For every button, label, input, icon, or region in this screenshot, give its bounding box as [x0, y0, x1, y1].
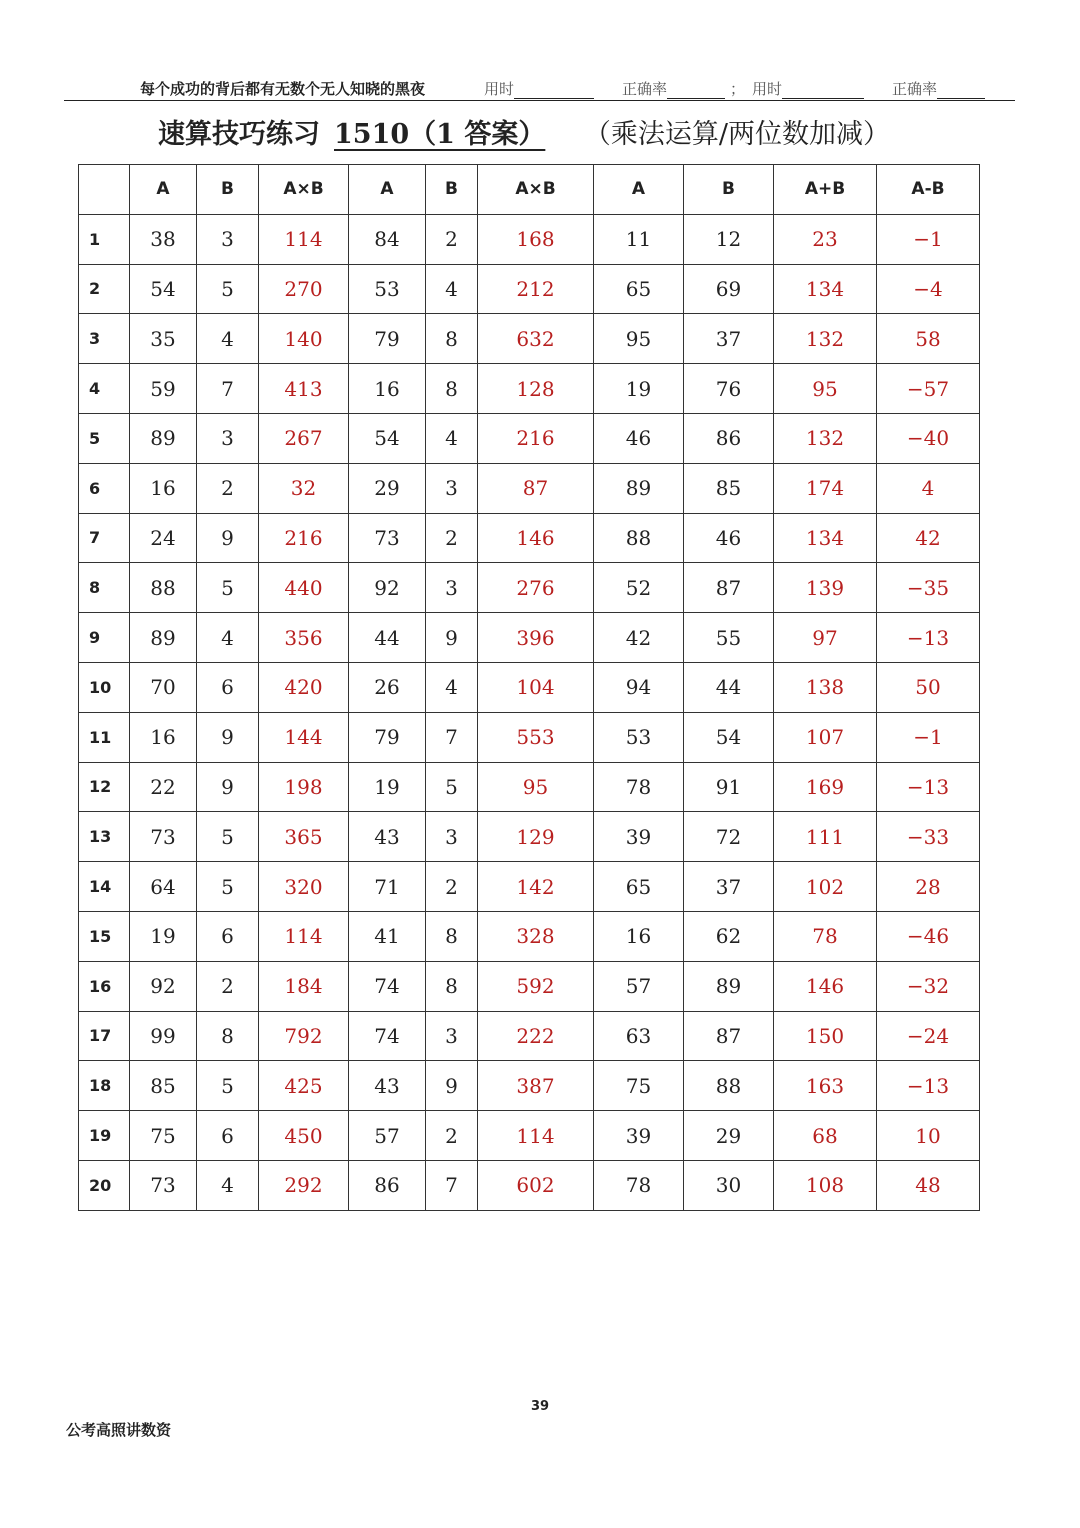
operand-cell: 57 [349, 1111, 426, 1161]
answer-cell: 114 [259, 911, 349, 961]
answer-cell: 276 [478, 563, 594, 613]
table-row [79, 1011, 980, 1061]
operand-cell: 53 [594, 712, 684, 762]
row-index: 9 [79, 613, 130, 663]
operand-cell: 59 [130, 364, 197, 414]
operand-cell: 79 [349, 712, 426, 762]
operand-cell: 78 [594, 762, 684, 812]
operand-cell: 41 [349, 911, 426, 961]
answer-cell: −57 [877, 364, 980, 414]
answer-cell: 174 [774, 463, 877, 513]
answer-cell: 216 [478, 413, 594, 463]
table-row [79, 613, 980, 663]
column-header: A+B [774, 165, 877, 215]
table-row [79, 1061, 980, 1111]
answer-cell: 184 [259, 961, 349, 1011]
answer-cell: 114 [259, 214, 349, 264]
operand-cell: 4 [197, 1160, 259, 1210]
operand-cell: 2 [426, 1111, 478, 1161]
answer-cell: 216 [259, 513, 349, 563]
operand-cell: 19 [130, 911, 197, 961]
operand-cell: 5 [426, 762, 478, 812]
column-header: B [684, 165, 774, 215]
answer-cell: 87 [478, 463, 594, 513]
answer-cell: −13 [877, 613, 980, 663]
row-index: 7 [79, 513, 130, 563]
answer-cell: 132 [774, 314, 877, 364]
row-index: 3 [79, 314, 130, 364]
accuracy-blank-2 [937, 84, 985, 99]
operand-cell: 73 [130, 1160, 197, 1210]
row-index: 10 [79, 662, 130, 712]
answer-cell: −35 [877, 563, 980, 613]
accuracy-blank-1 [667, 84, 725, 99]
operand-cell: 2 [197, 463, 259, 513]
answer-cell: 146 [774, 961, 877, 1011]
operand-cell: 43 [349, 1061, 426, 1111]
column-header: A-B [877, 165, 980, 215]
operand-cell: 5 [197, 1061, 259, 1111]
answer-cell: 169 [774, 762, 877, 812]
operand-cell: 9 [197, 513, 259, 563]
answer-cell: 142 [478, 862, 594, 912]
operand-cell: 89 [130, 413, 197, 463]
operand-cell: 73 [130, 812, 197, 862]
operand-cell: 64 [130, 862, 197, 912]
operand-cell: 4 [426, 662, 478, 712]
operand-cell: 2 [197, 961, 259, 1011]
operand-cell: 73 [349, 513, 426, 563]
answer-cell: −13 [877, 1061, 980, 1111]
answer-cell: 420 [259, 662, 349, 712]
operand-cell: 7 [426, 1160, 478, 1210]
operand-cell: 8 [426, 314, 478, 364]
operand-cell: 71 [349, 862, 426, 912]
operand-cell: 16 [594, 911, 684, 961]
operand-cell: 70 [130, 662, 197, 712]
operand-cell: 9 [197, 712, 259, 762]
operand-cell: 3 [426, 563, 478, 613]
operand-cell: 3 [426, 463, 478, 513]
table-row [79, 961, 980, 1011]
operand-cell: 11 [594, 214, 684, 264]
answer-cell: −1 [877, 712, 980, 762]
answer-cell: 440 [259, 563, 349, 613]
row-index: 14 [79, 862, 130, 912]
operand-cell: 62 [684, 911, 774, 961]
answer-cell: 114 [478, 1111, 594, 1161]
operand-cell: 63 [594, 1011, 684, 1061]
operand-cell: 19 [349, 762, 426, 812]
answer-cell: 553 [478, 712, 594, 762]
operand-cell: 4 [197, 314, 259, 364]
operand-cell: 8 [197, 1011, 259, 1061]
operand-cell: 88 [130, 563, 197, 613]
column-header [79, 165, 130, 215]
operand-cell: 24 [130, 513, 197, 563]
answer-cell: 267 [259, 413, 349, 463]
answer-cell: 356 [259, 613, 349, 663]
operand-cell: 86 [684, 413, 774, 463]
operand-cell: 74 [349, 961, 426, 1011]
answer-cell: 222 [478, 1011, 594, 1061]
row-index: 5 [79, 413, 130, 463]
answer-cell: 32 [259, 463, 349, 513]
operand-cell: 92 [130, 961, 197, 1011]
row-index: 12 [79, 762, 130, 812]
operand-cell: 35 [130, 314, 197, 364]
accuracy-label-1: 正确率 [622, 80, 668, 98]
operand-cell: 88 [684, 1061, 774, 1111]
table-row [79, 413, 980, 463]
column-header: A [349, 165, 426, 215]
operand-cell: 87 [684, 563, 774, 613]
operand-cell: 43 [349, 812, 426, 862]
operand-cell: 9 [426, 1061, 478, 1111]
title-main: 速算技巧练习 [158, 119, 320, 150]
operand-cell: 44 [684, 662, 774, 712]
answer-cell: 270 [259, 264, 349, 314]
answer-cell: 139 [774, 563, 877, 613]
answer-cell: −13 [877, 762, 980, 812]
operand-cell: 2 [426, 513, 478, 563]
operand-cell: 30 [684, 1160, 774, 1210]
answer-cell: 328 [478, 911, 594, 961]
operand-cell: 6 [197, 1111, 259, 1161]
operand-cell: 79 [349, 314, 426, 364]
answer-cell: 163 [774, 1061, 877, 1111]
column-header: A [130, 165, 197, 215]
answer-cell: 396 [478, 613, 594, 663]
operand-cell: 44 [349, 613, 426, 663]
operand-cell: 95 [594, 314, 684, 364]
page-title [158, 112, 890, 151]
table-row [79, 314, 980, 364]
answer-cell: 10 [877, 1111, 980, 1161]
answer-cell: 111 [774, 812, 877, 862]
operand-cell: 16 [349, 364, 426, 414]
row-index: 4 [79, 364, 130, 414]
page-header [64, 74, 1015, 101]
table-row [79, 812, 980, 862]
row-index: 2 [79, 264, 130, 314]
table-row [79, 762, 980, 812]
time-label-1: 用时 [484, 80, 515, 98]
table-row [79, 1111, 980, 1161]
operand-cell: 5 [197, 812, 259, 862]
table-row [79, 563, 980, 613]
column-header: B [197, 165, 259, 215]
column-header: A [594, 165, 684, 215]
operand-cell: 3 [426, 812, 478, 862]
table-row [79, 712, 980, 762]
operand-cell: 4 [426, 413, 478, 463]
operand-cell: 75 [594, 1061, 684, 1111]
operand-cell: 5 [197, 862, 259, 912]
operand-cell: 91 [684, 762, 774, 812]
row-index: 11 [79, 712, 130, 762]
row-index: 15 [79, 911, 130, 961]
operand-cell: 2 [426, 214, 478, 264]
row-index: 13 [79, 812, 130, 862]
operand-cell: 9 [426, 613, 478, 663]
operand-cell: 39 [594, 1111, 684, 1161]
operand-cell: 99 [130, 1011, 197, 1061]
answer-cell: 792 [259, 1011, 349, 1061]
accuracy-field-1 [622, 78, 725, 99]
title-code: 1510（1 答案） [334, 119, 546, 150]
operand-cell: 88 [594, 513, 684, 563]
operand-cell: 54 [684, 712, 774, 762]
answer-cell: 108 [774, 1160, 877, 1210]
answer-cell: −46 [877, 911, 980, 961]
answer-cell: 104 [478, 662, 594, 712]
answer-cell: 425 [259, 1061, 349, 1111]
operand-cell: 37 [684, 314, 774, 364]
answer-cell: 632 [478, 314, 594, 364]
row-index: 8 [79, 563, 130, 613]
operand-cell: 54 [349, 413, 426, 463]
row-index: 18 [79, 1061, 130, 1111]
operand-cell: 92 [349, 563, 426, 613]
operand-cell: 4 [426, 264, 478, 314]
table-row [79, 364, 980, 414]
table-header-row [79, 165, 980, 215]
operand-cell: 5 [197, 563, 259, 613]
operand-cell: 76 [684, 364, 774, 414]
operand-cell: 85 [130, 1061, 197, 1111]
operand-cell: 3 [426, 1011, 478, 1061]
operand-cell: 3 [197, 214, 259, 264]
answer-cell: 413 [259, 364, 349, 414]
header-motto: 每个成功的背后都有无数个无人知晓的黑夜 [140, 80, 426, 98]
operand-cell: 8 [426, 961, 478, 1011]
table-row [79, 662, 980, 712]
operand-cell: 19 [594, 364, 684, 414]
table-row [79, 214, 980, 264]
operand-cell: 29 [349, 463, 426, 513]
page-number: 39 [530, 1399, 550, 1414]
operand-cell: 55 [684, 613, 774, 663]
answer-cell: 292 [259, 1160, 349, 1210]
table-row [79, 513, 980, 563]
table-row [79, 911, 980, 961]
answer-cell: 23 [774, 214, 877, 264]
answer-cell: 68 [774, 1111, 877, 1161]
operand-cell: 53 [349, 264, 426, 314]
table-row [79, 1160, 980, 1210]
row-index: 17 [79, 1011, 130, 1061]
answer-cell: 387 [478, 1061, 594, 1111]
operand-cell: 4 [197, 613, 259, 663]
table-body [79, 214, 980, 1210]
answer-cell: 450 [259, 1111, 349, 1161]
operand-cell: 7 [426, 712, 478, 762]
row-index: 20 [79, 1160, 130, 1210]
answer-cell: 78 [774, 911, 877, 961]
answer-cell: 50 [877, 662, 980, 712]
operand-cell: 38 [130, 214, 197, 264]
operand-cell: 26 [349, 662, 426, 712]
answer-cell: 134 [774, 264, 877, 314]
operand-cell: 46 [594, 413, 684, 463]
operand-cell: 42 [594, 613, 684, 663]
column-header: A×B [478, 165, 594, 215]
header-separator: ； [730, 80, 746, 98]
operand-cell: 22 [130, 762, 197, 812]
operand-cell: 29 [684, 1111, 774, 1161]
table-row [79, 264, 980, 314]
row-index: 6 [79, 463, 130, 513]
operand-cell: 2 [426, 862, 478, 912]
operand-cell: 8 [426, 364, 478, 414]
operand-cell: 3 [197, 413, 259, 463]
time-field-2 [752, 78, 864, 99]
answer-cell: 42 [877, 513, 980, 563]
answer-cell: 320 [259, 862, 349, 912]
time-field-1 [484, 78, 594, 99]
footer-text: 公考高照讲数资 [66, 1421, 172, 1439]
operand-cell: 9 [197, 762, 259, 812]
answer-cell: 365 [259, 812, 349, 862]
operand-cell: 94 [594, 662, 684, 712]
operand-cell: 85 [684, 463, 774, 513]
answer-cell: 592 [478, 961, 594, 1011]
answer-cell: 150 [774, 1011, 877, 1061]
operand-cell: 72 [684, 812, 774, 862]
answer-cell: 198 [259, 762, 349, 812]
time-label-2: 用时 [752, 80, 783, 98]
answer-cell: 146 [478, 513, 594, 563]
answer-cell: −4 [877, 264, 980, 314]
operand-cell: 89 [684, 961, 774, 1011]
column-header: B [426, 165, 478, 215]
time-blank-2 [782, 84, 864, 99]
answer-cell: 602 [478, 1160, 594, 1210]
answer-cell: 102 [774, 862, 877, 912]
operand-cell: 7 [197, 364, 259, 414]
operand-cell: 89 [130, 613, 197, 663]
answer-cell: 138 [774, 662, 877, 712]
answer-cell: 28 [877, 862, 980, 912]
operand-cell: 65 [594, 862, 684, 912]
answer-cell: 4 [877, 463, 980, 513]
table-row [79, 862, 980, 912]
operand-cell: 8 [426, 911, 478, 961]
operand-cell: 75 [130, 1111, 197, 1161]
accuracy-field-2 [892, 78, 985, 99]
answer-cell: 48 [877, 1160, 980, 1210]
answer-cell: 132 [774, 413, 877, 463]
operand-cell: 52 [594, 563, 684, 613]
operand-cell: 6 [197, 911, 259, 961]
operand-cell: 57 [594, 961, 684, 1011]
practice-table [78, 164, 980, 1211]
operand-cell: 89 [594, 463, 684, 513]
operand-cell: 16 [130, 463, 197, 513]
operand-cell: 87 [684, 1011, 774, 1061]
answer-cell: −1 [877, 214, 980, 264]
accuracy-label-2: 正确率 [892, 80, 938, 98]
answer-cell: −40 [877, 413, 980, 463]
operand-cell: 5 [197, 264, 259, 314]
answer-cell: −32 [877, 961, 980, 1011]
operand-cell: 46 [684, 513, 774, 563]
operand-cell: 65 [594, 264, 684, 314]
answer-cell: 129 [478, 812, 594, 862]
operand-cell: 39 [594, 812, 684, 862]
operand-cell: 78 [594, 1160, 684, 1210]
time-blank-1 [514, 84, 594, 99]
answer-cell: 144 [259, 712, 349, 762]
row-index: 16 [79, 961, 130, 1011]
operand-cell: 74 [349, 1011, 426, 1061]
title-subtitle: （乘法运算/两位数加减） [597, 119, 890, 150]
answer-cell: −33 [877, 812, 980, 862]
operand-cell: 86 [349, 1160, 426, 1210]
row-index: 1 [79, 214, 130, 264]
operand-cell: 84 [349, 214, 426, 264]
table-row [79, 463, 980, 513]
answer-cell: −24 [877, 1011, 980, 1061]
answer-cell: 212 [478, 264, 594, 314]
operand-cell: 6 [197, 662, 259, 712]
answer-cell: 140 [259, 314, 349, 364]
operand-cell: 37 [684, 862, 774, 912]
operand-cell: 54 [130, 264, 197, 314]
operand-cell: 69 [684, 264, 774, 314]
answer-cell: 95 [478, 762, 594, 812]
operand-cell: 16 [130, 712, 197, 762]
operand-cell: 12 [684, 214, 774, 264]
column-header: A×B [259, 165, 349, 215]
answer-cell: 168 [478, 214, 594, 264]
answer-cell: 134 [774, 513, 877, 563]
answer-cell: 107 [774, 712, 877, 762]
answer-cell: 97 [774, 613, 877, 663]
row-index: 19 [79, 1111, 130, 1161]
answer-cell: 128 [478, 364, 594, 414]
answer-cell: 95 [774, 364, 877, 414]
answer-cell: 58 [877, 314, 980, 364]
